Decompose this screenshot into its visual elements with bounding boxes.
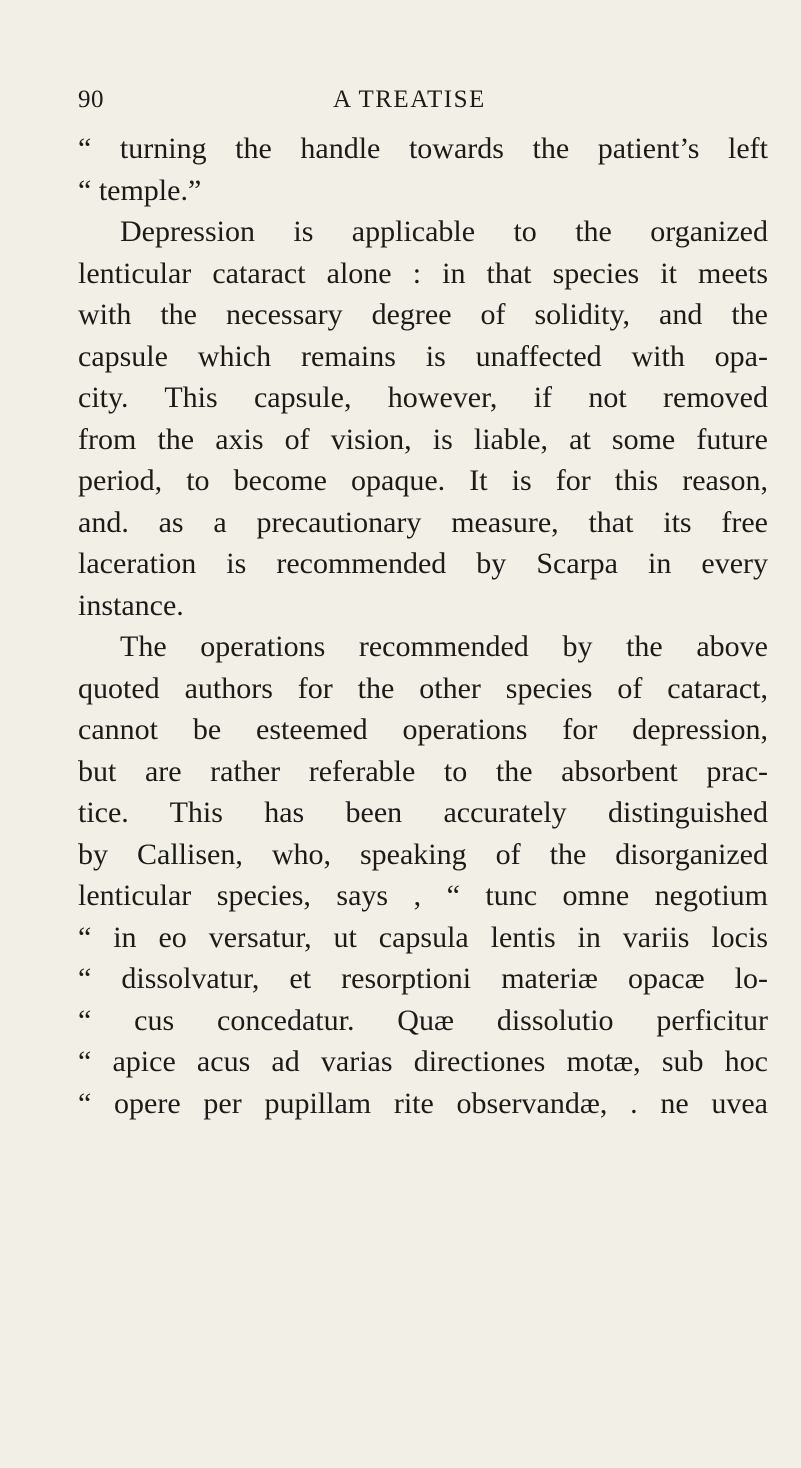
text-line: “ turning the handle towards the patient’s left [78,132,768,165]
running-title: A TREATISE [333,86,486,113]
text-line: “ apice acus ad varias directiones motæ, sub hoc [78,1045,768,1078]
text-line: from the axis of vision, is liable, at some future [78,422,768,456]
paragraph-start-line: The operations recommended by the above [120,630,768,663]
text-line: “ dissolvatur, et resorptioni materiæ opacæ lo- [78,962,768,995]
text-line: lenticular cataract alone : in that species it meets [78,256,768,290]
text-line: “ cus concedatur. Quæ dissolutio perficitur [78,1003,768,1037]
paragraph-start-line: Depression is applicable to the organized [120,215,768,248]
text-line: “ opere per pupillam rite observandæ, . ne uvea [78,1086,768,1120]
text-line: capsule which remains is unaffected with opa- [78,339,768,373]
text-line: city. This capsule, however, if not removed [78,381,768,414]
text-line: “ in eo versatur, ut capsula lentis in variis locis [78,920,768,954]
running-head [78,86,718,126]
text-line: laceration is recommended by Scarpa in every [78,547,768,580]
text-line: quoted authors for the other species of cataract, [78,671,768,705]
text-line: period, to become opaque. It is for this reason, [78,464,768,497]
text-line: by Callisen, who, speaking of the disorganized [78,837,768,871]
text-line: with the necessary degree of solidity, and the [78,298,768,331]
text-line: “ temple.” [78,173,202,207]
text-line: tice. This has been accurately distinguished [78,796,768,829]
text-line: lenticular species, says , “ tunc omne negotium [78,879,768,912]
body-text [78,128,768,1124]
text-line: but are rather referable to the absorbent prac- [78,754,768,788]
page-number: 90 [78,86,104,113]
text-line: instance. [78,588,184,622]
text-line: cannot be esteemed operations for depression, [78,713,768,746]
text-line: and. as a precautionary measure, that its free [78,505,768,539]
